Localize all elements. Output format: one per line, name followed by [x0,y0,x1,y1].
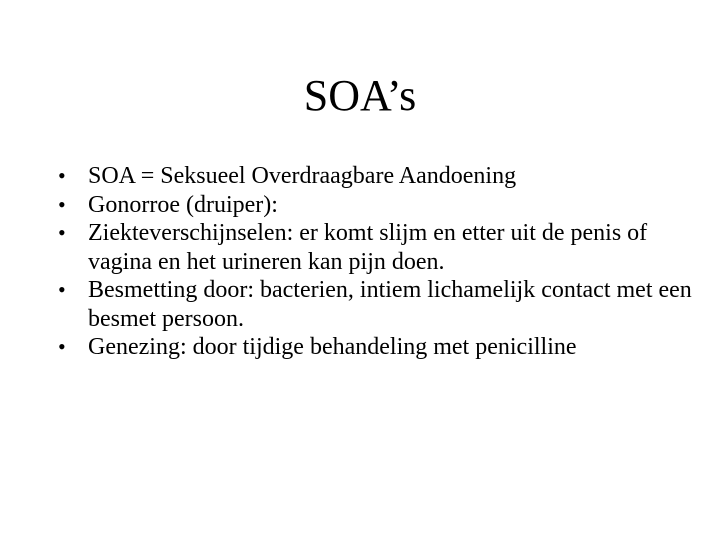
bullet-text: Besmetting door: bacterien, intiem lichamelijk contact met een besmet persoon. [88,277,692,332]
bullet-icon: • [58,220,66,245]
bullet-text: Gonorroe (druiper): [88,191,278,218]
bullet-list [54,162,694,362]
bullet-text: SOA = Seksueel Overdraagbare Aandoening [88,163,517,189]
bullet-item [54,191,694,220]
bullet-icon: • [58,334,66,359]
bullet-icon: • [58,191,66,217]
bullet-text: Genezing: door tijdige behandeling met penicilline [88,334,577,360]
bullet-item [54,276,694,333]
bullet-icon: • [58,163,66,188]
bullet-item [54,162,694,191]
bullet-item [54,219,694,276]
bullet-item [54,333,694,362]
bullet-icon: • [58,277,66,302]
slide-title: SOA’s [303,71,417,120]
bullet-text: Ziekteverschijnselen: er komt slijm en etter uit de penis of vagina en het urineren kan pijn doen. [88,220,648,275]
